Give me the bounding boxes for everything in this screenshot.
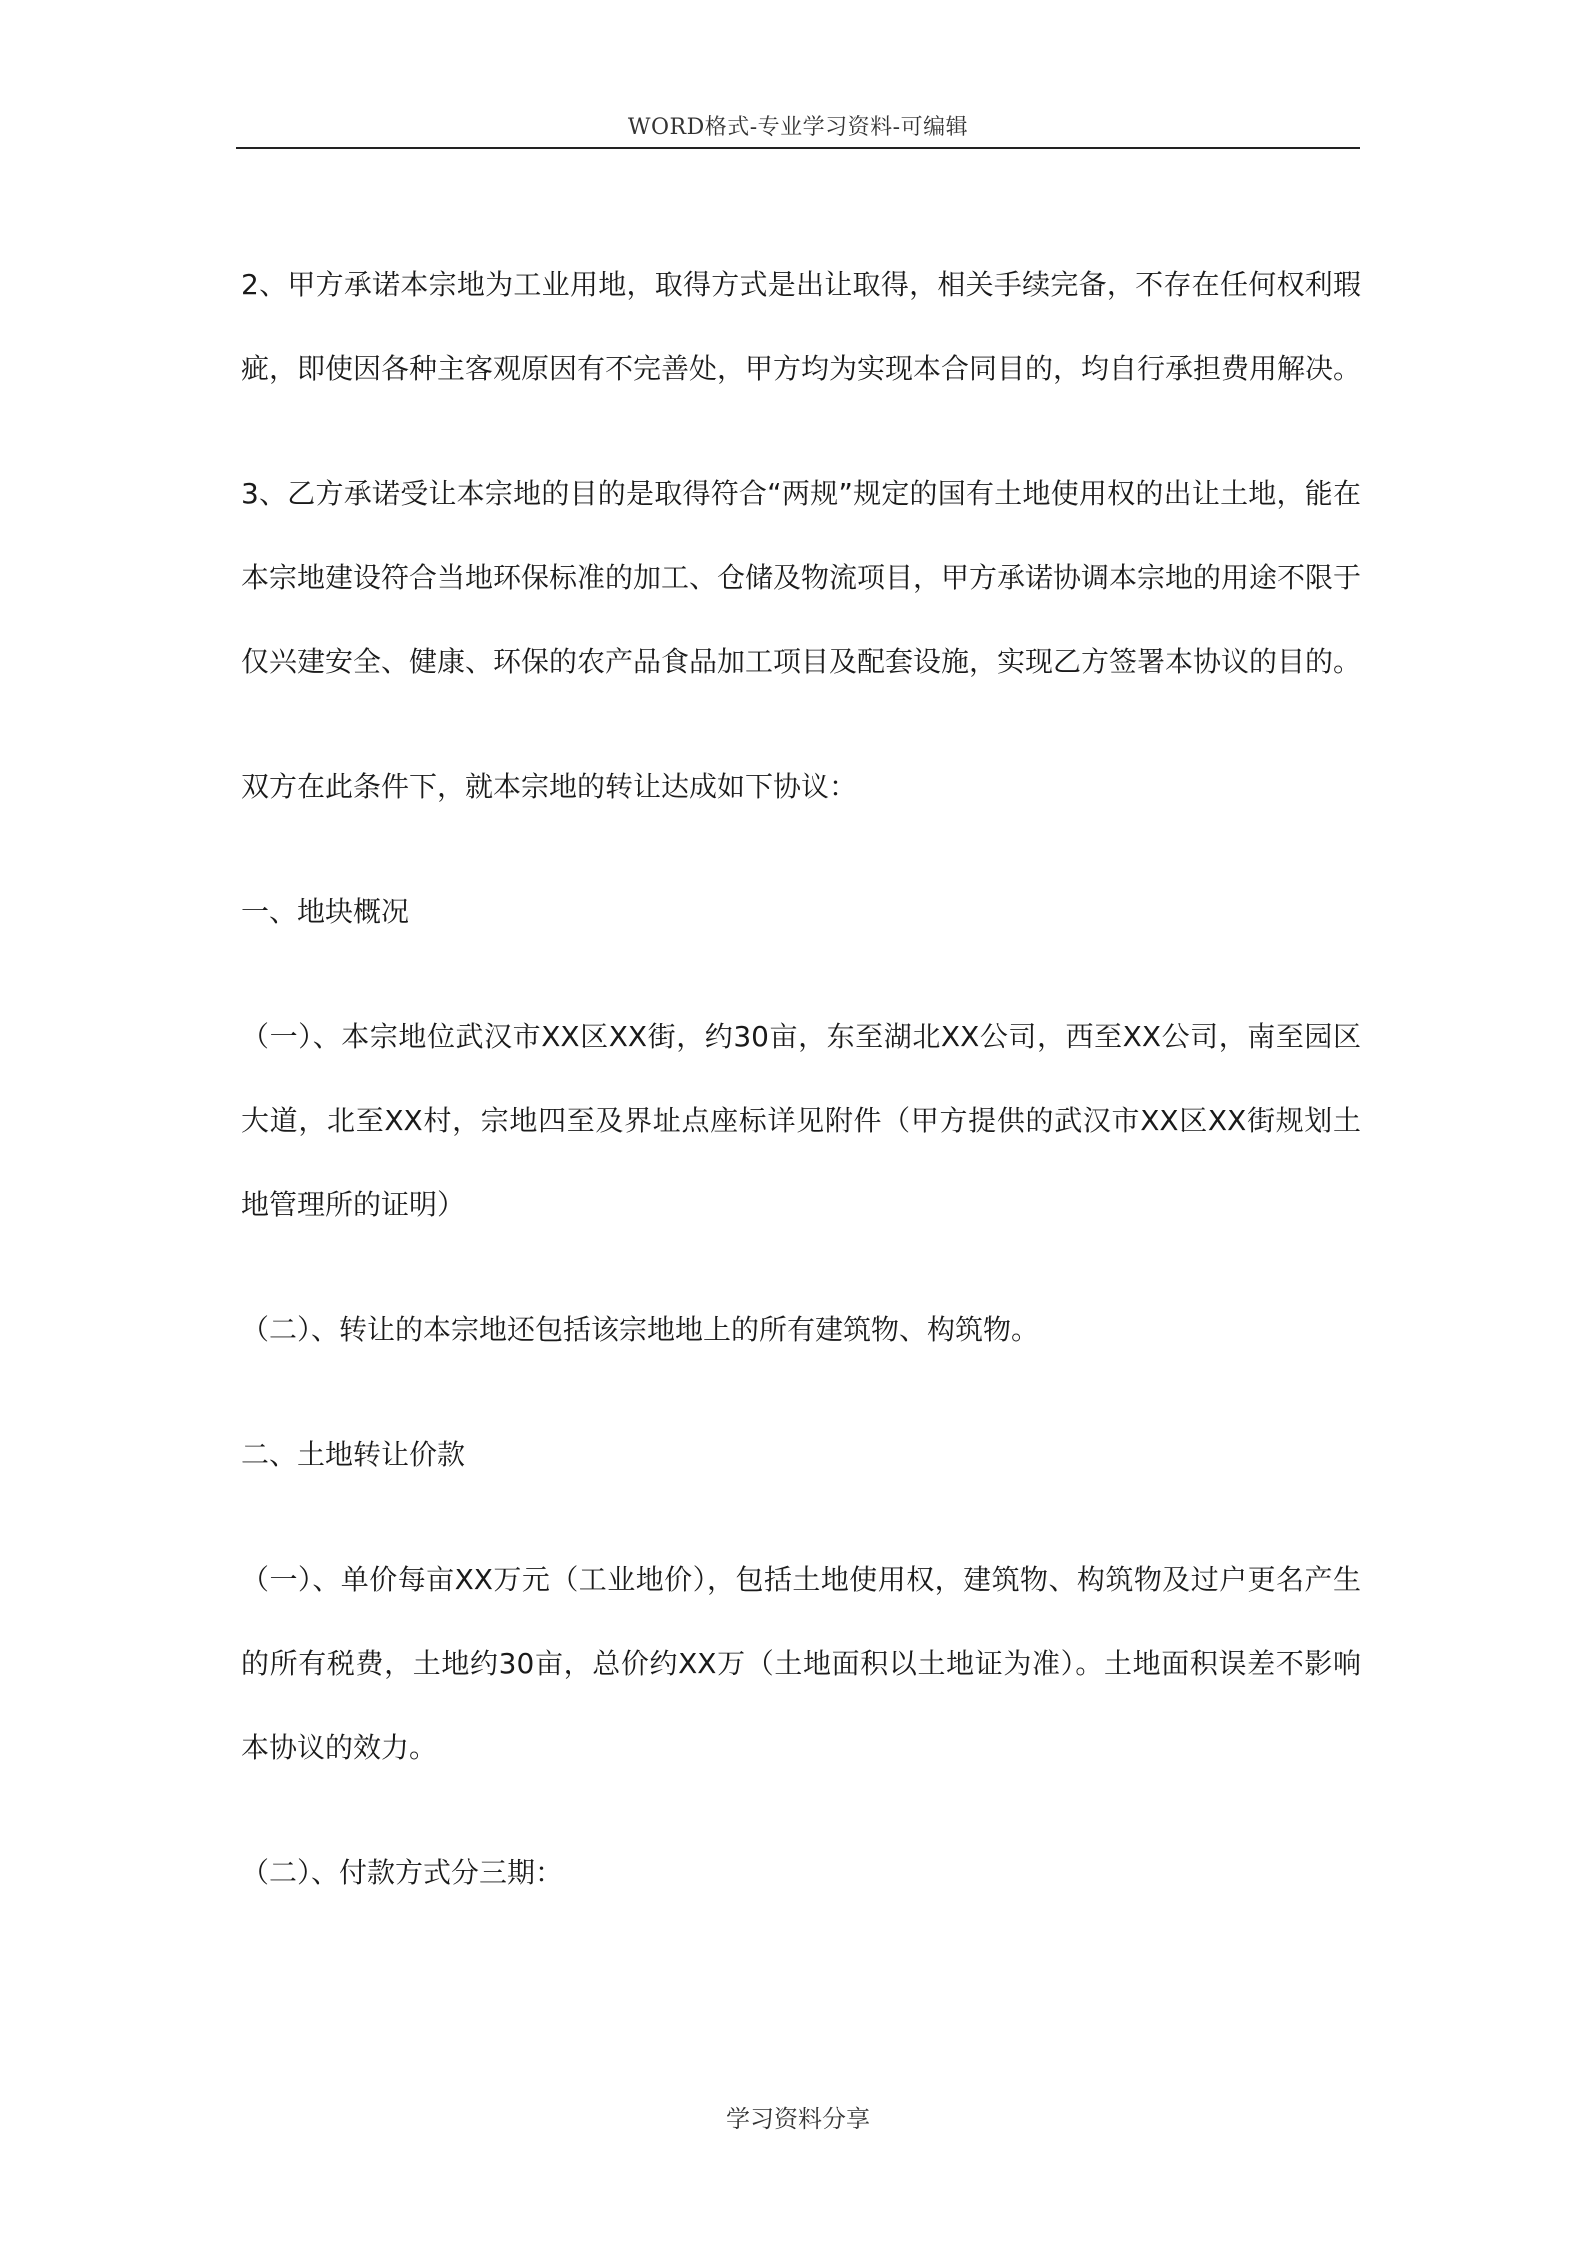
- section-heading-transfer-price: 二、土地转让价款: [241, 1438, 466, 1471]
- header-divider: [236, 147, 1360, 149]
- unit-price-clause: （一）、单价每亩XX万元（工业地价），包括土地使用权，建筑物、构筑物及过户更名产生的所有税费，土地约30亩，总价约XX万（土地面积以土地证为准）。土地面积误差不影响本协议的效力。: [241, 1563, 1361, 1764]
- page-footer: 学习资料分享: [726, 2105, 870, 2133]
- page-header: WORD格式-专业学习资料-可编辑: [627, 115, 969, 140]
- land-structures-clause: （二）、转让的本宗地还包括该宗地地上的所有建筑物、构筑物。: [241, 1313, 1040, 1346]
- clause-2-seller-commitment: 2、甲方承诺本宗地为工业用地，取得方式是出让取得，相关手续完备，不存在任何权利瑕疵，即使因各种主客观原因有不完善处，甲方均为实现本合同目的，均自行承担费用解决。: [241, 268, 1362, 385]
- payment-terms-clause: （二）、付款方式分三期：: [241, 1856, 564, 1889]
- land-location-clause: （一）、本宗地位武汉市XX区XX街，约30亩，东至湖北XX公司，西至XX公司，南至园区大道，北至XX村，宗地四至及界址点座标详见附件（甲方提供的武汉市XX区XX街规划土地管理所的证明）: [241, 1020, 1361, 1221]
- clause-3-buyer-commitment: 3、乙方承诺受让本宗地的目的是取得符合“两规”规定的国有土地使用权的出让土地，能在本宗地建设符合当地环保标准的加工、仓储及物流项目，甲方承诺协调本宗地的用途不限于仅兴建安全、健康、环保的农产品食品加工项目及配套设施，实现乙方签署本协议的目的。: [241, 477, 1362, 678]
- agreement-intro: 双方在此条件下，就本宗地的转让达成如下协议：: [241, 770, 858, 803]
- document-body: [241, 243, 1361, 1915]
- section-heading-land-overview: 一、地块概况: [241, 895, 410, 928]
